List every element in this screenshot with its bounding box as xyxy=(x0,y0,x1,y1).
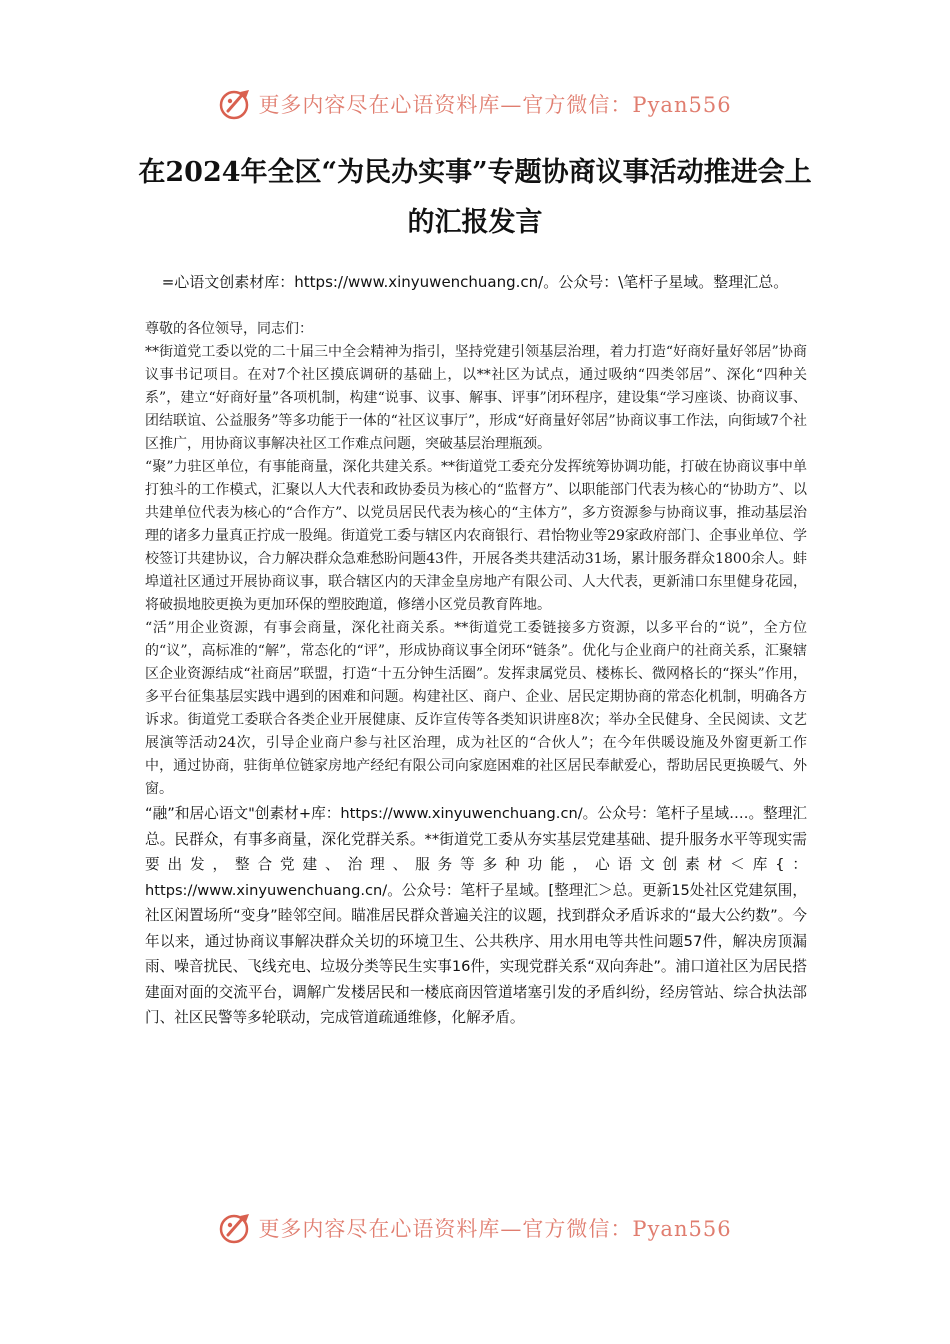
watermark-banner-top xyxy=(0,84,950,124)
watermark-text: 更多内容尽在心语资料库—官方微信：Pyan556 xyxy=(258,93,732,117)
paragraph-ju: “聚”力驻区单位，有事能商量，深化共建关系。**街道党工委充分发挥统筹协调功能，打破在协商议事中单打独斗的工作模式，汇聚以人大代表和政协委员为核心的“监督方”、以职能部门代表为核心的“协助方”、以共建单位代表为核心的“合作方”、以党员居民代表为核心的“主体方”，多方资源参与协商议事，推动基层治理的诸多力量真正拧成一股绳。街道党工委与辖区内农商银行、君怡物业等29家政府部门、企事业单位、学校签订共建协议，合力解决群众急难愁盼问题43件，开展各类共建活动31场，累计服务群众1800余人。蚌埠道社区通过开展协商议事，联合辖区内的天津金皇房地产有限公司、人大代表，更新浦口东里健身花园，将破损地胶更换为更加环保的塑胶跑道，修缮小区党员教育阵地。 xyxy=(145,459,807,613)
paragraph-rong: “融”和居心语文"创素材+库：https://www.xinyuwenchuang.cn/。公众号：笔杆子星域….。整理汇总。民群众，有事多商量，深化党群关系。**街道党工委从夯实基层党建基础、提升服务水平等现实需要出发，整合党建、治理、服务等多种功能，心语文创素材＜库{：https://www.xinyuwenchuang.cn/。公众号：笔杆子星域。[整理汇＞总。更新15处社区党建氛围，社区闲置场所“变身”睦邻空间。瞄准居民群众普遍关注的议题，找到群众矛盾诉求的“最大公约数”。今年以来，通过协商议事解决群众关切的环境卫生、公共秩序、用水用电等共性问题57件，解决房顶漏雨、噪音扰民、飞线充电、垃圾分类等民生实事16件，实现党群关系“双向奔赴”。浦口道社区为居民搭建面对面的交流平台，调解广发楼居民和一楼底商因管道堵塞引发的矛盾纠纷，经房管站、综合执法部门、社区民警等多轮联动，完成管道疏通维修，化解矛盾。 xyxy=(145,805,807,1026)
paragraph-intro: **街道党工委以党的二十届三中全会精神为指引，坚持党建引领基层治理，着力打造“好商好量好邻居”协商议事书记项目。在对7个社区摸底调研的基础上，以**社区为试点，通过吸纳“四类邻居”、深化“四种关系”，建立“好商好量”各项机制，构建“说事、议事、解事、评事”闭环程序，建设集“学习座谈、协商议事、团结联谊、公益服务”等多功能于一体的“社区议事厅”，形成“好商量好邻居”协商议事工作法，向街域7个社区推广，用协商议事解决社区工作难点问题，突破基层治理瓶颈。 xyxy=(145,344,807,452)
document-body xyxy=(145,318,807,1031)
seal-logo-icon xyxy=(218,86,254,122)
salutation: 尊敬的各位领导，同志们： xyxy=(145,321,313,337)
document-title: 在2024年全区“为民办实事”专题协商议事活动推进会上的汇报发言 xyxy=(138,157,812,238)
watermark-banner-bottom xyxy=(0,1208,950,1248)
seal-logo-icon xyxy=(218,1210,254,1246)
source-note: =心语文创素材库：https://www.xinyuwenchuang.cn/。公众号：\笔杆子星域。整理汇总。 xyxy=(161,273,789,291)
paragraph-huo: “活”用企业资源，有事会商量，深化社商关系。**街道党工委链接多方资源，以多平台的“说”，全方位的“议”，高标准的“解”，常态化的“评”，形成协商议事全闭环“链条”。优化与企业商户的社商关系，汇聚辖区企业资源结成“社商居”联盟，打造“十五分钟生活圈”。发挥隶属党员、楼栋长、微网格长的“探头”作用，多平台征集基层实践中遇到的困难和问题。构建社区、商户、企业、居民定期协商的常态化机制，明确各方诉求。街道党工委联合各类企业开展健康、反诈宣传等各类知识讲座8次；举办全民健身、全民阅读、文艺展演等活动24次，引导企业商户参与社区治理，成为社区的“合伙人”；在今年供暖设施及外窗更新工作中，通过协商，驻街单位链家房地产经纪有限公司向家庭困难的社区居民奉献爱心，帮助居民更换暖气、外窗。 xyxy=(145,620,807,797)
watermark-text: 更多内容尽在心语资料库—官方微信：Pyan556 xyxy=(258,1217,732,1241)
